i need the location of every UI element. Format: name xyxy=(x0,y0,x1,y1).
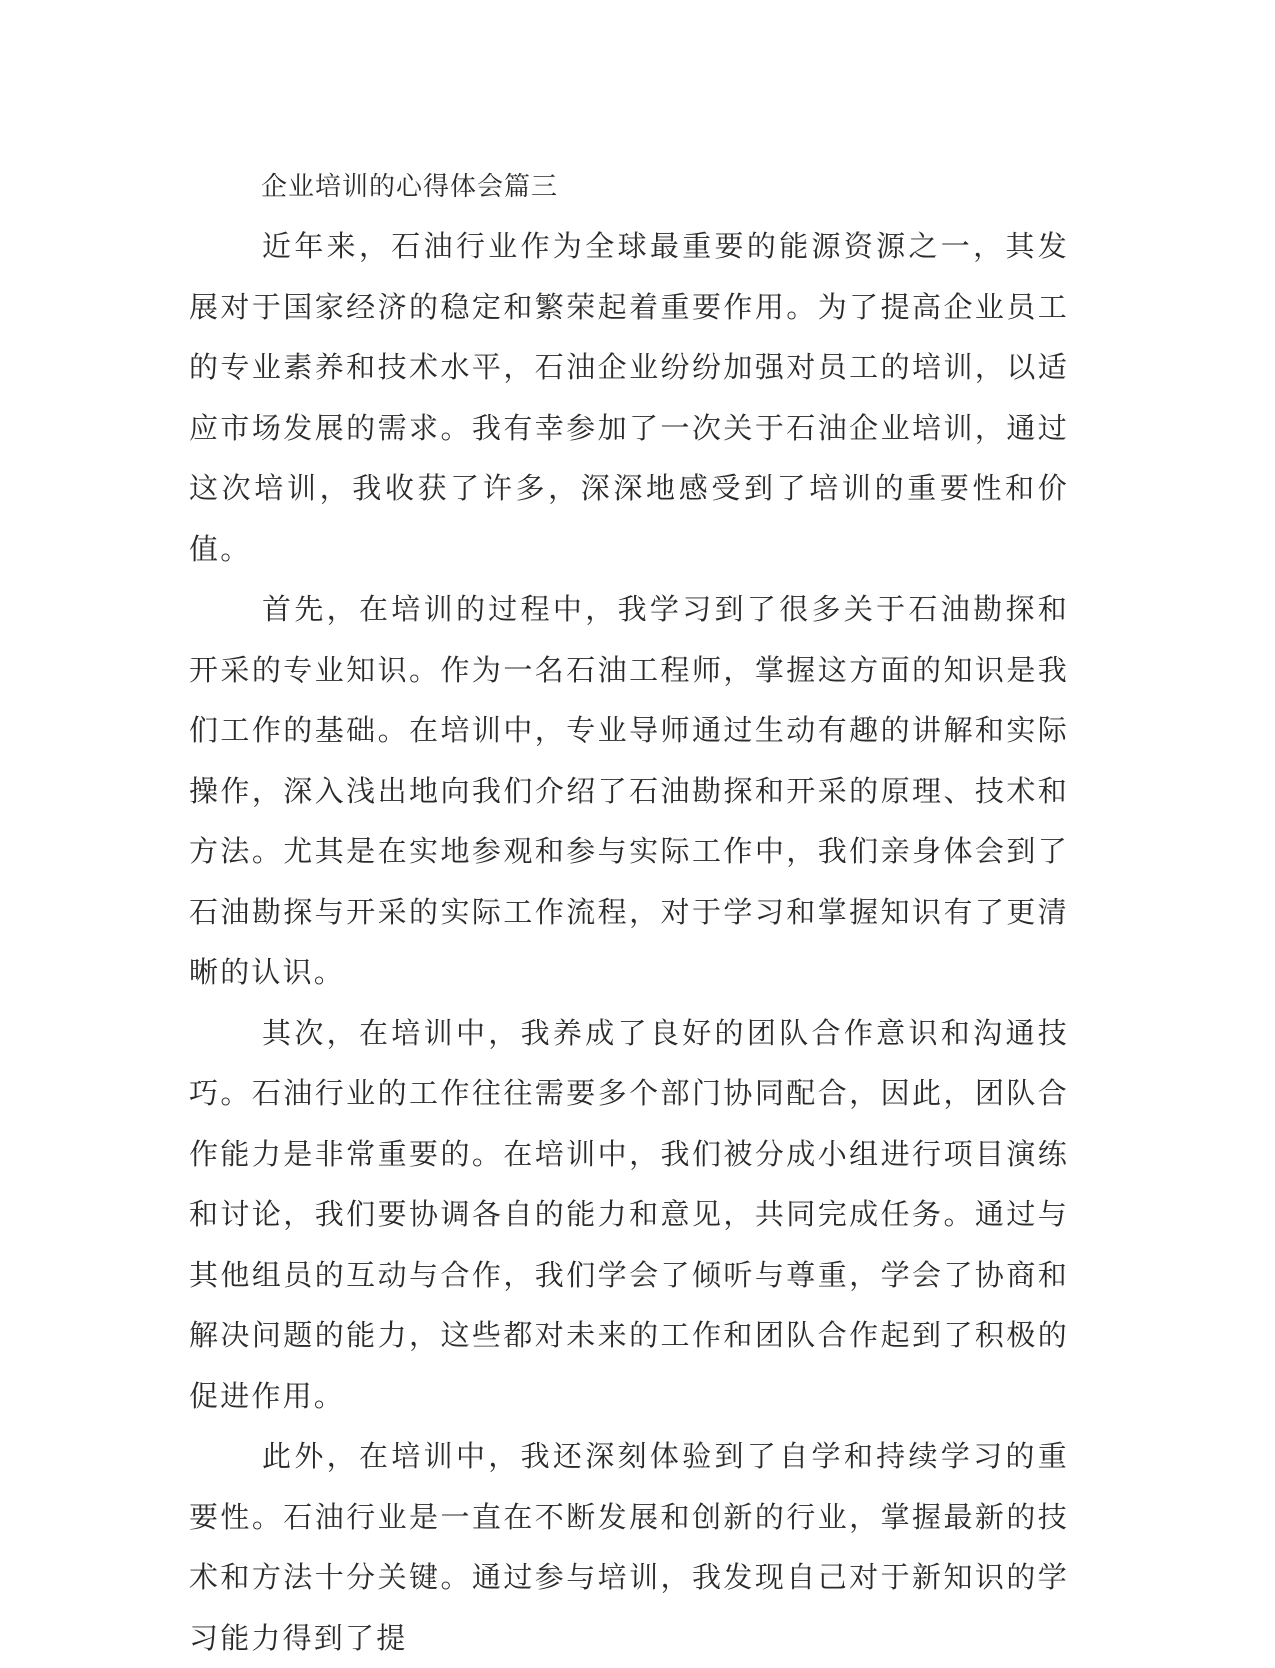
document-title: 企业培训的心得体会篇三 xyxy=(261,172,559,202)
paragraph-third-point: 此外，在培训中，我还深刻体验到了自学和持续学习的重要性。石油行业是一直在不断发展和创新的行业，掌握最新的技术和方法十分关键。通过参与培训，我发现自己对于新知识的学习能力得到了提 xyxy=(189,1439,1069,1655)
paragraph-first-point: 首先，在培训的过程中，我学习到了很多关于石油勘探和开采的专业知识。作为一名石油工程师，掌握这方面的知识是我们工作的基础。在培训中，专业导师通过生动有趣的讲解和实际操作，深入浅出地向我们介绍了石油勘探和开采的原理、技术和方法。尤其是在实地参观和参与实际工作中，我们亲身体会到了石油勘探与开采的实际工作流程，对于学习和掌握知识有了更清晰的认识。 xyxy=(189,592,1069,989)
document-body xyxy=(189,170,1069,1668)
paragraph-second-point: 其次，在培训中，我养成了良好的团队合作意识和沟通技巧。石油行业的工作往往需要多个部门协同配合，因此，团队合作能力是非常重要的。在培训中，我们被分成小组进行项目演练和讨论，我们要协调各自的能力和意见，共同完成任务。通过与其他组员的互动与合作，我们学会了倾听与尊重，学会了协商和解决问题的能力，这些都对未来的工作和团队合作起到了积极的促进作用。 xyxy=(189,1015,1069,1413)
paragraph-intro: 近年来，石油行业作为全球最重要的能源资源之一，其发展对于国家经济的稳定和繁荣起着重要作用。为了提高企业员工的专业素养和技术水平，石油企业纷纷加强对员工的培训，以适应市场发展的需求。我有幸参加了一次关于石油企业培训，通过这次培训，我收获了许多，深深地感受到了培训的重要性和价值。 xyxy=(189,229,1069,566)
